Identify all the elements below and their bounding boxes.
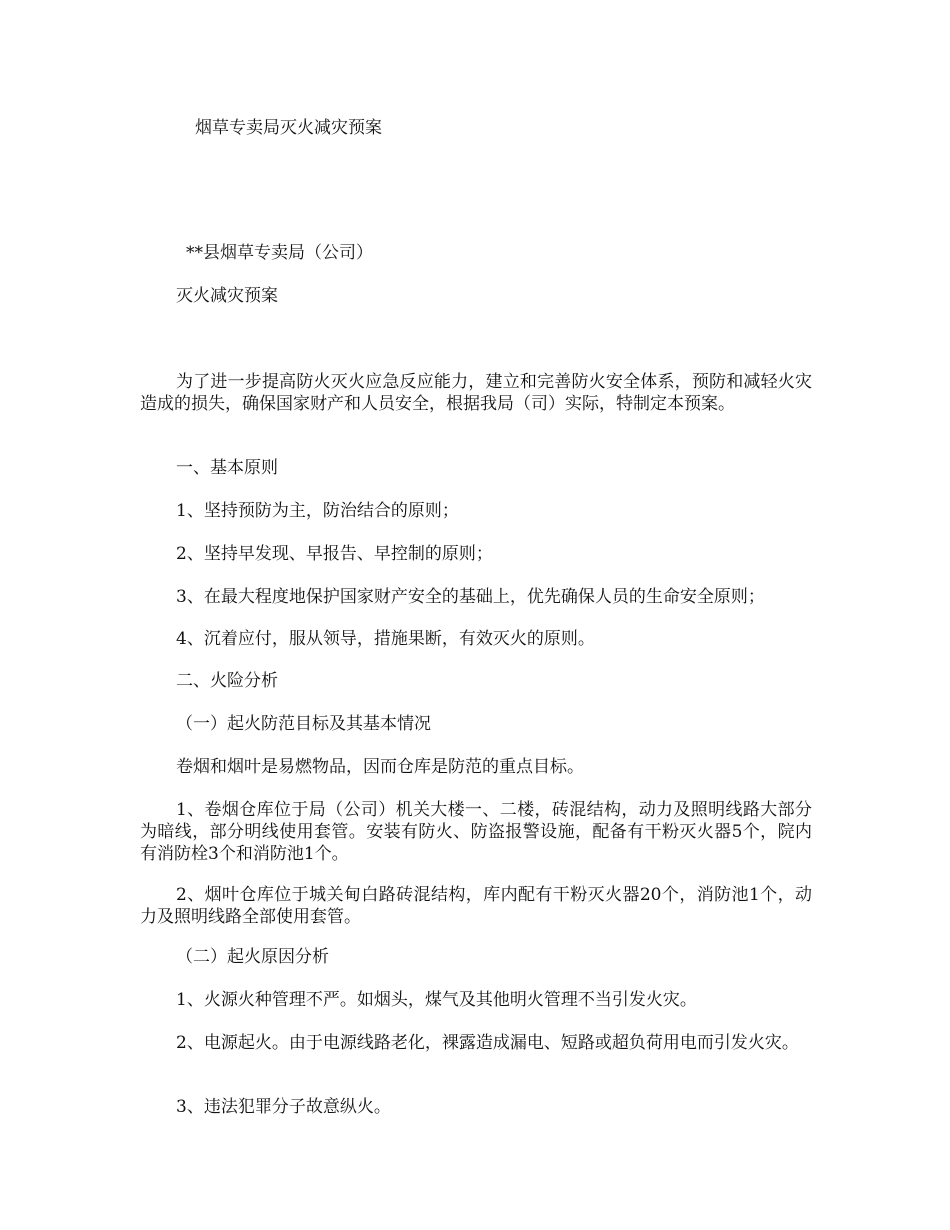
section-heading-fire-risk: 二、火险分析 (176, 671, 278, 691)
subsection-heading-targets: （一）起火防范目标及其基本情况 (176, 714, 431, 734)
section-heading-principles: 一、基本原则 (176, 458, 278, 478)
principle-item: 4、沉着应付，服从领导，措施果断，有效灭火的原则。 (176, 629, 595, 649)
cigarette-warehouse-paragraph: 1、卷烟仓库位于局（公司）机关大楼一、二楼，砖混结构，动力及照明线路大部分为暗线，部分明线使用套管。安装有防火、防盗报警设施，配备有干粉灭火器5个，院内有消防栓3个和消防池1个。 (140, 800, 812, 864)
document-title: 烟草专卖局灭火减灾预案 (195, 118, 382, 138)
document-subtitle: 灭火减灾预案 (176, 286, 278, 306)
leaf-warehouse-paragraph: 2、烟叶仓库位于城关甸白路砖混结构，库内配有干粉灭火器20个，消防池1个，动力及照明线路全部使用套管。 (140, 885, 812, 927)
principle-item: 1、坚持预防为主，防治结合的原则； (176, 501, 459, 521)
cause-item: 3、违法犯罪分子故意纵火。 (176, 1097, 391, 1117)
cause-item: 1、火源火种管理不严。如烟头，煤气及其他明火管理不当引发火灾。 (176, 990, 697, 1010)
principle-item: 3、在最大程度地保护国家财产安全的基础上，优先确保人员的生命安全原则； (176, 587, 765, 607)
principle-item: 2、坚持早发现、早报告、早控制的原则； (176, 544, 493, 564)
org-name: **县烟草专卖局（公司） (186, 243, 373, 263)
cause-item: 2、电源起火。由于电源线路老化，裸露造成漏电、短路或超负荷用电而引发火灾。 (176, 1033, 799, 1053)
targets-intro: 卷烟和烟叶是易燃物品，因而仓库是防范的重点目标。 (176, 757, 584, 777)
subsection-heading-causes: （二）起火原因分析 (176, 947, 329, 967)
intro-paragraph: 为了进一步提高防火灭火应急反应能力，建立和完善防火安全体系，预防和减轻火灾造成的损失，确保国家财产和人员安全，根据我局（司）实际，特制定本预案。 (140, 372, 812, 414)
